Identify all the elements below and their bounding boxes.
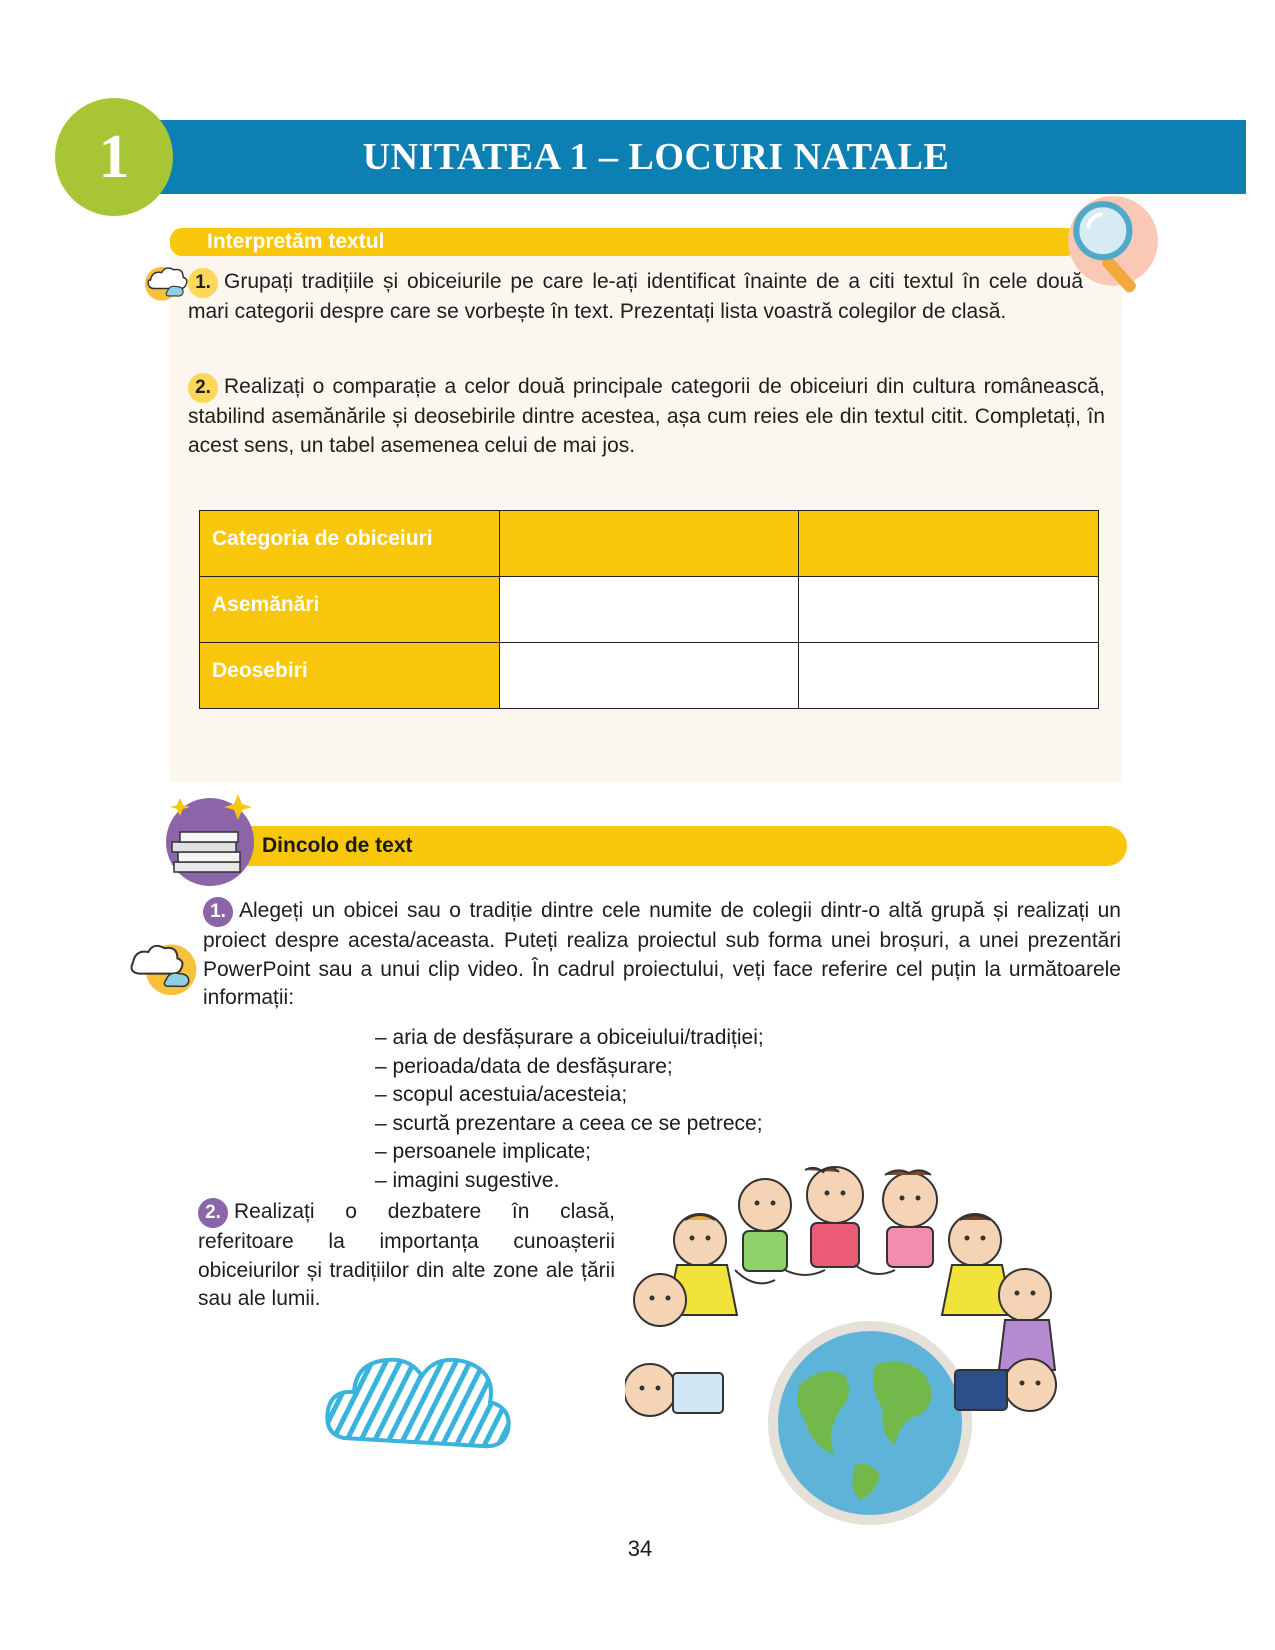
table-cell xyxy=(799,643,1099,709)
table-cell xyxy=(799,577,1099,643)
task-number-badge: 2. xyxy=(198,1198,228,1228)
list-item: – scopul acestuia/acesteia; xyxy=(375,1083,628,1106)
section-heading-beyond: Dincolo de text xyxy=(245,826,1127,866)
table-row xyxy=(200,511,1099,577)
beyond-task-1 xyxy=(203,897,1121,1013)
task-number-badge: 1. xyxy=(188,268,218,298)
table-row xyxy=(200,577,1099,643)
list-item: – imagini sugestive. xyxy=(375,1168,560,1192)
task-text: Realizați o dezbatere în clasă, referitoare la importanța cunoașterii obiceiurilor și tradițiilor din alte zone ale țării sau ale lumii. xyxy=(198,1200,615,1310)
task-number-badge: 1. xyxy=(203,897,233,927)
table-row-label: Asemănări xyxy=(200,577,500,643)
beyond-task-2 xyxy=(198,1198,615,1314)
interpret-task-1 xyxy=(188,268,1083,327)
interpret-task-2 xyxy=(188,373,1105,460)
task-number-badge: 2. xyxy=(188,373,218,403)
unit-title: UNITATEA 1 – LOCURI NATALE xyxy=(362,136,950,178)
task-text: Grupați tradițiile și obiceiurile pe care le-ați identificat înainte de a citi textul în cele două mari categorii despre care se vorbește în text. Prezentați lista voastră colegilor de clasă. xyxy=(188,270,1083,323)
table-row-label: Categoria de obiceiuri xyxy=(200,511,500,577)
list-item: – aria de desfășurare a obiceiului/tradiției; xyxy=(375,1026,764,1049)
table-cell xyxy=(499,643,799,709)
table-cell xyxy=(799,511,1099,577)
list-item: – persoanele implicate; xyxy=(375,1140,591,1163)
children-around-globe-illustration xyxy=(625,1165,1115,1525)
table-row xyxy=(200,643,1099,709)
list-item: – perioada/data de desfășurare; xyxy=(375,1054,673,1078)
table-cell xyxy=(499,511,799,577)
list-item: – scurtă prezentare a ceea ce se petrece; xyxy=(375,1111,763,1135)
table-row-label: Deosebiri xyxy=(200,643,500,709)
books-icon xyxy=(164,790,264,890)
task-text: Realizați o comparație a celor două principale categorii de obiceiuri din cultura românească, stabilind asemănările și deosebirile dintre acestea, așa cum reies ele din textul citit. Completați, în acest sens, un tabel asemenea celui de mai jos. xyxy=(188,375,1105,457)
task-text: Alegeți un obicei sau o tradiție dintre cele numite de colegii dintr-o altă grupă și realizați un proiect despre acesta/aceasta. Puteți realiza proiectul sub forma unei broșuri, a unei prezentări PowerPoint sau a unui clip video. În cadrul proiectului, veți face referire cel puțin la următoarele informații: xyxy=(203,899,1121,1009)
cloud-icon xyxy=(128,933,204,999)
page-number: 34 xyxy=(627,1536,653,1561)
table-cell xyxy=(499,577,799,643)
striped-cloud-icon xyxy=(322,1342,512,1458)
unit-number-badge: 1 xyxy=(55,98,173,216)
comparison-table xyxy=(199,510,1099,709)
section-heading-interpret: Interpretăm textul xyxy=(170,228,1080,256)
